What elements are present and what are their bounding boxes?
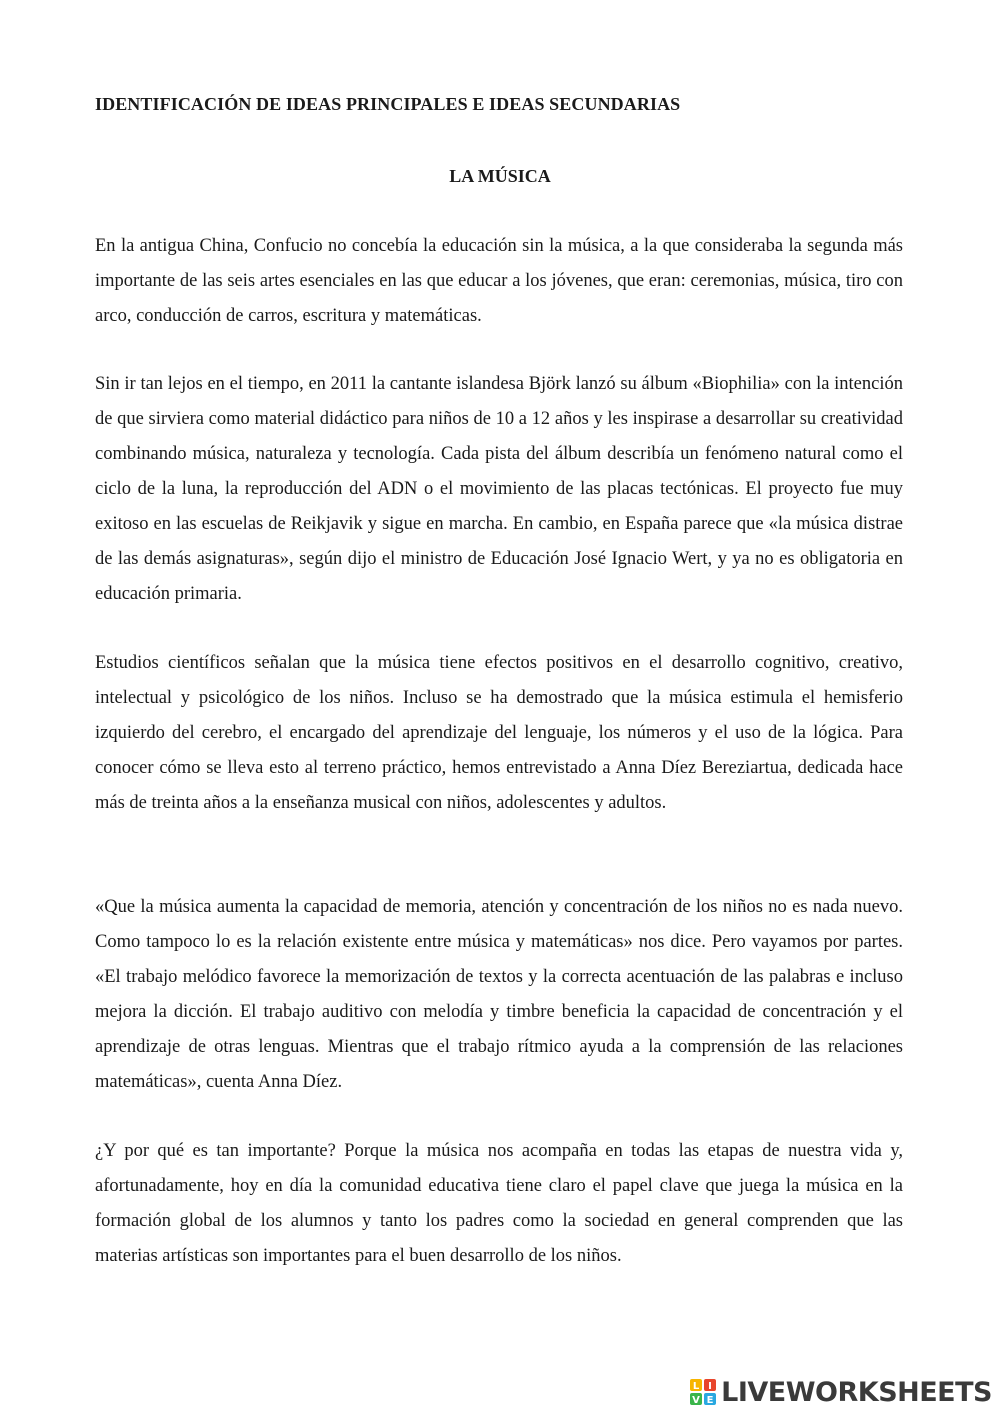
svg-text:I: I xyxy=(708,1381,713,1392)
paragraph-3: Estudios científicos señalan que la música tiene efectos positivos en el desarrollo cognitivo, creativo, intelectual y psicológico de los niños. Incluso se ha demostrado que la música estimula el hemisferio izquierdo del cerebro, el encargado del aprendizaje del lenguaje, los números y el uso de la lógica. Para conocer cómo se lleva esto al terreno práctico, hemos entrevistado a Anna Díez Bereziartua, dedicada hace más de treinta años a la enseñanza musical con niños, adolescentes y adultos. xyxy=(95,653,903,813)
paragraph-4: «Que la música aumenta la capacidad de memoria, atención y concentración de los niños no es nada nuevo. Como tampoco lo es la relación existente entre música y matemáticas» nos dice. Pero vayamos por partes. «El trabajo melódico favorece la memorización de textos y la correcta acentuación de las palabras e incluso mejora la dicción. El trabajo auditivo con melodía y timbre beneficia la capacidad de concentración y el aprendizaje de otras lenguas. Mientras que el trabajo rítmico ayuda a la comprensión de las relaciones matemáticas», cuenta Anna Díez. xyxy=(95,897,903,1092)
svg-text:L: L xyxy=(692,1381,700,1392)
paragraph-2: Sin ir tan lejos en el tiempo, en 2011 la cantante islandesa Björk lanzó su álbum «Biophilia» con la intención de que sirviera como material didáctico para niños de 10 a 12 años y les inspirase a desarrollar su creatividad combinando música, naturaleza y tecnología. Cada pista del álbum describía un fenómeno natural como el ciclo de la luna, la reproducción del ADN o el movimiento de las placas tectónicas. El proyecto fue muy exitoso en las escuelas de Reikjavik y sigue en marcha. En cambio, en España parece que «la música distrae de las demás asignaturas», según dijo el ministro de Educación José Ignacio Wert, y ya no es obligatoria en educación primaria. xyxy=(95,374,903,604)
logo-wordmark: LIVEWORKSHEETS xyxy=(721,1376,992,1408)
liveworksheets-logo-icon xyxy=(689,1378,717,1406)
paragraph-5: ¿Y por qué es tan importante? Porque la música nos acompaña en todas las etapas de nuestra vida y, afortunadamente, hoy en día la comunidad educativa tiene claro el papel clave que juega la música en la formación global de los alumnos y tanto los padres como la sociedad en general comprenden que las materias artísticas son importantes para el buen desarrollo de los niños. xyxy=(95,1141,903,1266)
worksheet-heading: IDENTIFICACIÓN DE IDEAS PRINCIPALES E IDEAS SECUNDARIAS xyxy=(95,94,681,114)
svg-text:E: E xyxy=(706,1395,714,1406)
paragraph-1: En la antigua China, Confucio no concebía la educación sin la música, a la que consideraba la segunda más importante de las seis artes esenciales en las que educar a los jóvenes, que eran: ceremonias, música, tiro con arco, conducción de carros, escritura y matemáticas. xyxy=(95,236,903,326)
document-title: LA MÚSICA xyxy=(449,166,551,186)
svg-text:V: V xyxy=(692,1395,701,1406)
liveworksheets-logo xyxy=(689,1375,992,1409)
